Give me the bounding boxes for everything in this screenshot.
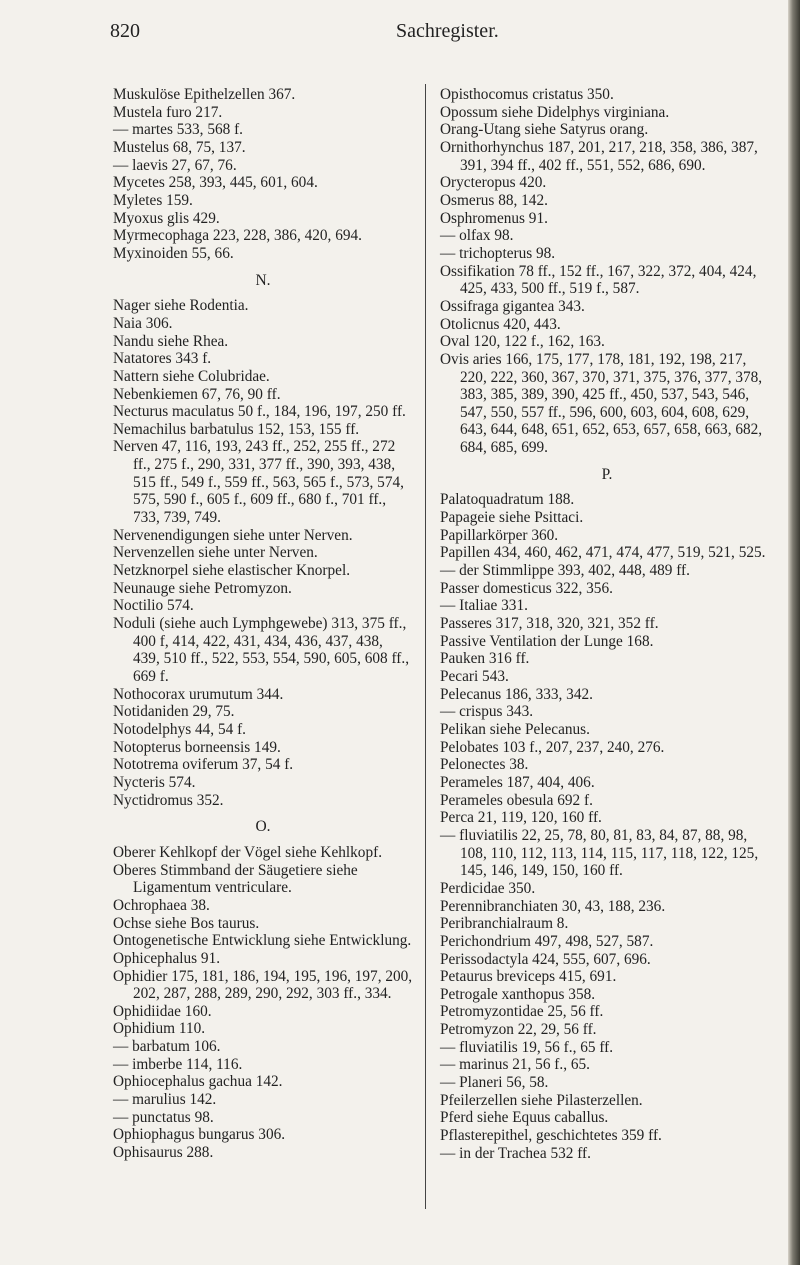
index-entry: Pauken 316 ff.	[440, 650, 530, 668]
index-entry: Notodelphys 44, 54 f.	[113, 720, 246, 738]
index-entry: Myxinoiden 55, 66.	[113, 244, 234, 262]
index-entry: — laevis 27, 67, 76.	[113, 156, 237, 174]
index-entry: Perameles obesula 692 f.	[440, 791, 593, 809]
index-entry: Otolicnus 420, 443.	[440, 315, 561, 333]
index-entry: Osmerus 88, 142.	[440, 191, 548, 209]
index-entry: Nattern siehe Colubridae.	[113, 367, 270, 385]
index-entry: Oberer Kehlkopf der Vögel siehe Kehlkopf.	[113, 843, 383, 861]
index-entry: — imberbe 114, 116.	[113, 1055, 243, 1073]
index-entry: Pelikan siehe Pelecanus.	[440, 720, 590, 738]
index-entry: Opisthocomus cristatus 350.	[440, 86, 614, 103]
index-entry: Papageie siehe Psittaci.	[440, 509, 584, 527]
index-entry: Pferd siehe Equus caballus.	[440, 1109, 609, 1127]
index-entry: Ophisaurus 288.	[113, 1144, 214, 1162]
index-entry: Orang-Utang siehe Satyrus orang.	[440, 121, 649, 139]
page-edge-shadow	[788, 0, 800, 1265]
index-entry: Pelecanus 186, 333, 342.	[440, 685, 593, 703]
index-entry: Notopterus borneensis 149.	[113, 738, 281, 756]
index-entry: Notidaniden 29, 75.	[113, 703, 235, 721]
index-entry: Perameles 187, 404, 406.	[440, 773, 595, 791]
index-entry: Ovis aries 166, 175, 177, 178, 181, 192, 198, 217, 220, 222, 360, 367, 370, 371, 375, 376, 377, 378, 383, 385, 389, 390, 425 ff., 450, 537, 543, 546, 547, 550, 557 ff., 596, 600, 603, 604, 608, 629, 643, 644, 648, 651, 652, 653, 657, 658, 663, 682, 684, 685, 699.	[440, 350, 763, 457]
index-entry: Mycetes 258, 393, 445, 601, 604.	[113, 174, 318, 192]
index-entry: — fluviatilis 19, 56 f., 65 ff.	[440, 1038, 614, 1056]
index-entry: Necturus maculatus 50 f., 184, 196, 197, 250 ff.	[113, 403, 406, 421]
index-entry: Ossifikation 78 ff., 152 ff., 167, 322, 372, 404, 424, 425, 433, 500 ff., 519 f., 587.	[440, 262, 757, 298]
index-entry: Pelobates 103 f., 207, 237, 240, 276.	[440, 738, 665, 756]
index-entry: Pecari 543.	[440, 668, 509, 685]
index-entry: Petaurus breviceps 415, 691.	[440, 968, 617, 986]
index-entry: Nager siehe Rodentia.	[113, 297, 249, 315]
index-column-left	[113, 86, 413, 1162]
index-entry: Passeres 317, 318, 320, 321, 352 ff.	[440, 615, 659, 633]
index-entry: Nervenendigungen siehe unter Nerven.	[113, 526, 353, 544]
index-entry: Ophiophagus bungarus 306.	[113, 1126, 286, 1144]
index-entry: — der Stimmlippe 393, 402, 448, 489 ff.	[440, 562, 690, 580]
section-letter: P.	[601, 465, 613, 483]
index-entry: Mustelus 68, 75, 137.	[113, 138, 246, 156]
index-entry: Perichondrium 497, 498, 527, 587.	[440, 932, 654, 950]
section-letter: N.	[255, 271, 271, 289]
running-head: Sachregister.	[396, 20, 499, 42]
index-entry: Oval 120, 122 f., 162, 163.	[440, 333, 605, 351]
index-entry: Ophicephalus 91.	[113, 949, 221, 967]
index-entry: Pflasterepithel, geschichtetes 359 ff.	[440, 1127, 662, 1145]
index-entry: Noduli (siehe auch Lymphgewebe) 313, 375 ff., 400 f, 414, 422, 431, 434, 436, 437, 438, 439, 510 ff., 522, 553, 554, 590, 605, 608 ff., 669 f.	[113, 615, 410, 685]
index-entry: Mustela furo 217.	[113, 103, 223, 121]
index-entry: Opossum siehe Didelphys virginiana.	[440, 103, 670, 121]
column-divider	[425, 84, 426, 1209]
index-entry: — in der Trachea 532 ff.	[440, 1144, 591, 1162]
index-entry: — barbatum 106.	[113, 1038, 221, 1056]
page-number: 820	[110, 20, 140, 42]
index-entry: Passer domesticus 322, 356.	[440, 579, 613, 597]
index-entry: Perennibranchiaten 30, 43, 188, 236.	[440, 897, 666, 915]
index-entry: Papillarkörper 360.	[440, 526, 559, 544]
index-entry: Passive Ventilation der Lunge 168.	[440, 632, 654, 650]
index-entry: Petromyzontidae 25, 56 ff.	[440, 1003, 604, 1021]
index-entry: Ophiocephalus gachua 142.	[113, 1073, 283, 1091]
index-entry: — marulius 142.	[113, 1091, 217, 1109]
index-entry: Orycteropus 420.	[440, 174, 547, 192]
index-entry: Neunauge siehe Petromyzon.	[113, 579, 292, 597]
section-letter: O.	[255, 818, 271, 836]
index-entry: Ontogenetische Entwicklung siehe Entwicklung.	[113, 932, 412, 950]
index-entry: Noctilio 574.	[113, 597, 194, 615]
index-entry: — trichopterus 98.	[440, 244, 556, 262]
index-entry: Papillen 434, 460, 462, 471, 474, 477, 519, 521, 525.	[440, 544, 766, 562]
index-entry: — olfax 98.	[440, 227, 514, 245]
index-entry: — fluviatilis 22, 25, 78, 80, 81, 83, 84, 87, 88, 98, 108, 110, 112, 113, 114, 115, 117, 118, 122, 125, 145, 146, 149, 150, 160 ff.	[440, 826, 759, 880]
index-entry: Nerven 47, 116, 193, 243 ff., 252, 255 ff., 272 ff., 275 f., 290, 331, 377 ff., 390, 393, 438, 515 ff., 549 f., 559 ff., 563, 565 f., 573, 574, 575, 590 f., 605 f., 609 ff., 680 f., 701 ff., 733, 739, 749.	[113, 438, 404, 527]
index-entry: Petrogale xanthopus 358.	[440, 985, 596, 1003]
index-entry: Netzknorpel siehe elastischer Knorpel.	[113, 562, 351, 580]
index-entry: Osphromenus 91.	[440, 209, 548, 227]
index-entry: Myrmecophaga 223, 228, 386, 420, 694.	[113, 227, 362, 245]
page-header	[110, 20, 710, 50]
index-entry: Oberes Stimmband der Säugetiere siehe Ligamentum ventriculare.	[113, 861, 358, 897]
index-entry: Nemachilus barbatulus 152, 153, 155 ff.	[113, 420, 360, 438]
index-entry: Ochrophaea 38.	[113, 896, 210, 914]
index-entry: Perca 21, 119, 120, 160 ff.	[440, 809, 602, 827]
index-entry: Ophidier 175, 181, 186, 194, 195, 196, 197, 200, 202, 287, 288, 289, 290, 292, 303 ff., 334.	[113, 967, 413, 1003]
index-entry: Ochse siehe Bos taurus.	[113, 914, 260, 932]
index-entry: — martes 533, 568 f.	[113, 121, 244, 139]
index-entry: Muskulöse Epithelzellen 367.	[113, 86, 296, 103]
index-entry: Pfeilerzellen siehe Pilasterzellen.	[440, 1091, 643, 1109]
index-entry: Perissodactyla 424, 555, 607, 696.	[440, 950, 651, 968]
index-entry: Nervenzellen siehe unter Nerven.	[113, 544, 318, 562]
index-entry: Nyctidromus 352.	[113, 791, 224, 809]
index-entry: — Italiae 331.	[440, 597, 528, 615]
index-entry: — punctatus 98.	[113, 1108, 214, 1126]
index-entry: — Planeri 56, 58.	[440, 1074, 549, 1092]
index-entry: Ophidium 110.	[113, 1020, 206, 1038]
index-entry: Perdicidae 350.	[440, 879, 536, 897]
index-entry: Nycteris 574.	[113, 773, 196, 791]
index-entry: Myoxus glis 429.	[113, 209, 220, 227]
index-entry: Pelonectes 38.	[440, 756, 529, 774]
index-entry: Ossifraga gigantea 343.	[440, 297, 585, 315]
index-entry: Palatoquadratum 188.	[440, 491, 575, 509]
index-entry: — marinus 21, 56 f., 65.	[440, 1056, 590, 1074]
index-entry: Natatores 343 f.	[113, 350, 212, 368]
index-entry: Ophidiidae 160.	[113, 1002, 212, 1020]
index-entry: Peribranchialraum 8.	[440, 915, 569, 933]
index-entry: Nototrema oviferum 37, 54 f.	[113, 756, 294, 774]
index-entry: Ornithorhynchus 187, 201, 217, 218, 358, 386, 387, 391, 394 ff., 402 ff., 551, 552, 686, 690.	[440, 138, 758, 174]
index-column-right	[440, 86, 774, 1162]
index-entry: Nebenkiemen 67, 76, 90 ff.	[113, 385, 281, 403]
index-entry: Petromyzon 22, 29, 56 ff.	[440, 1021, 597, 1039]
index-entry: Nandu siehe Rhea.	[113, 332, 229, 350]
index-entry: — crispus 343.	[440, 703, 534, 721]
index-entry: Naia 306.	[113, 314, 173, 332]
index-entry: Myletes 159.	[113, 191, 193, 209]
index-entry: Nothocorax urumutum 344.	[113, 685, 284, 703]
